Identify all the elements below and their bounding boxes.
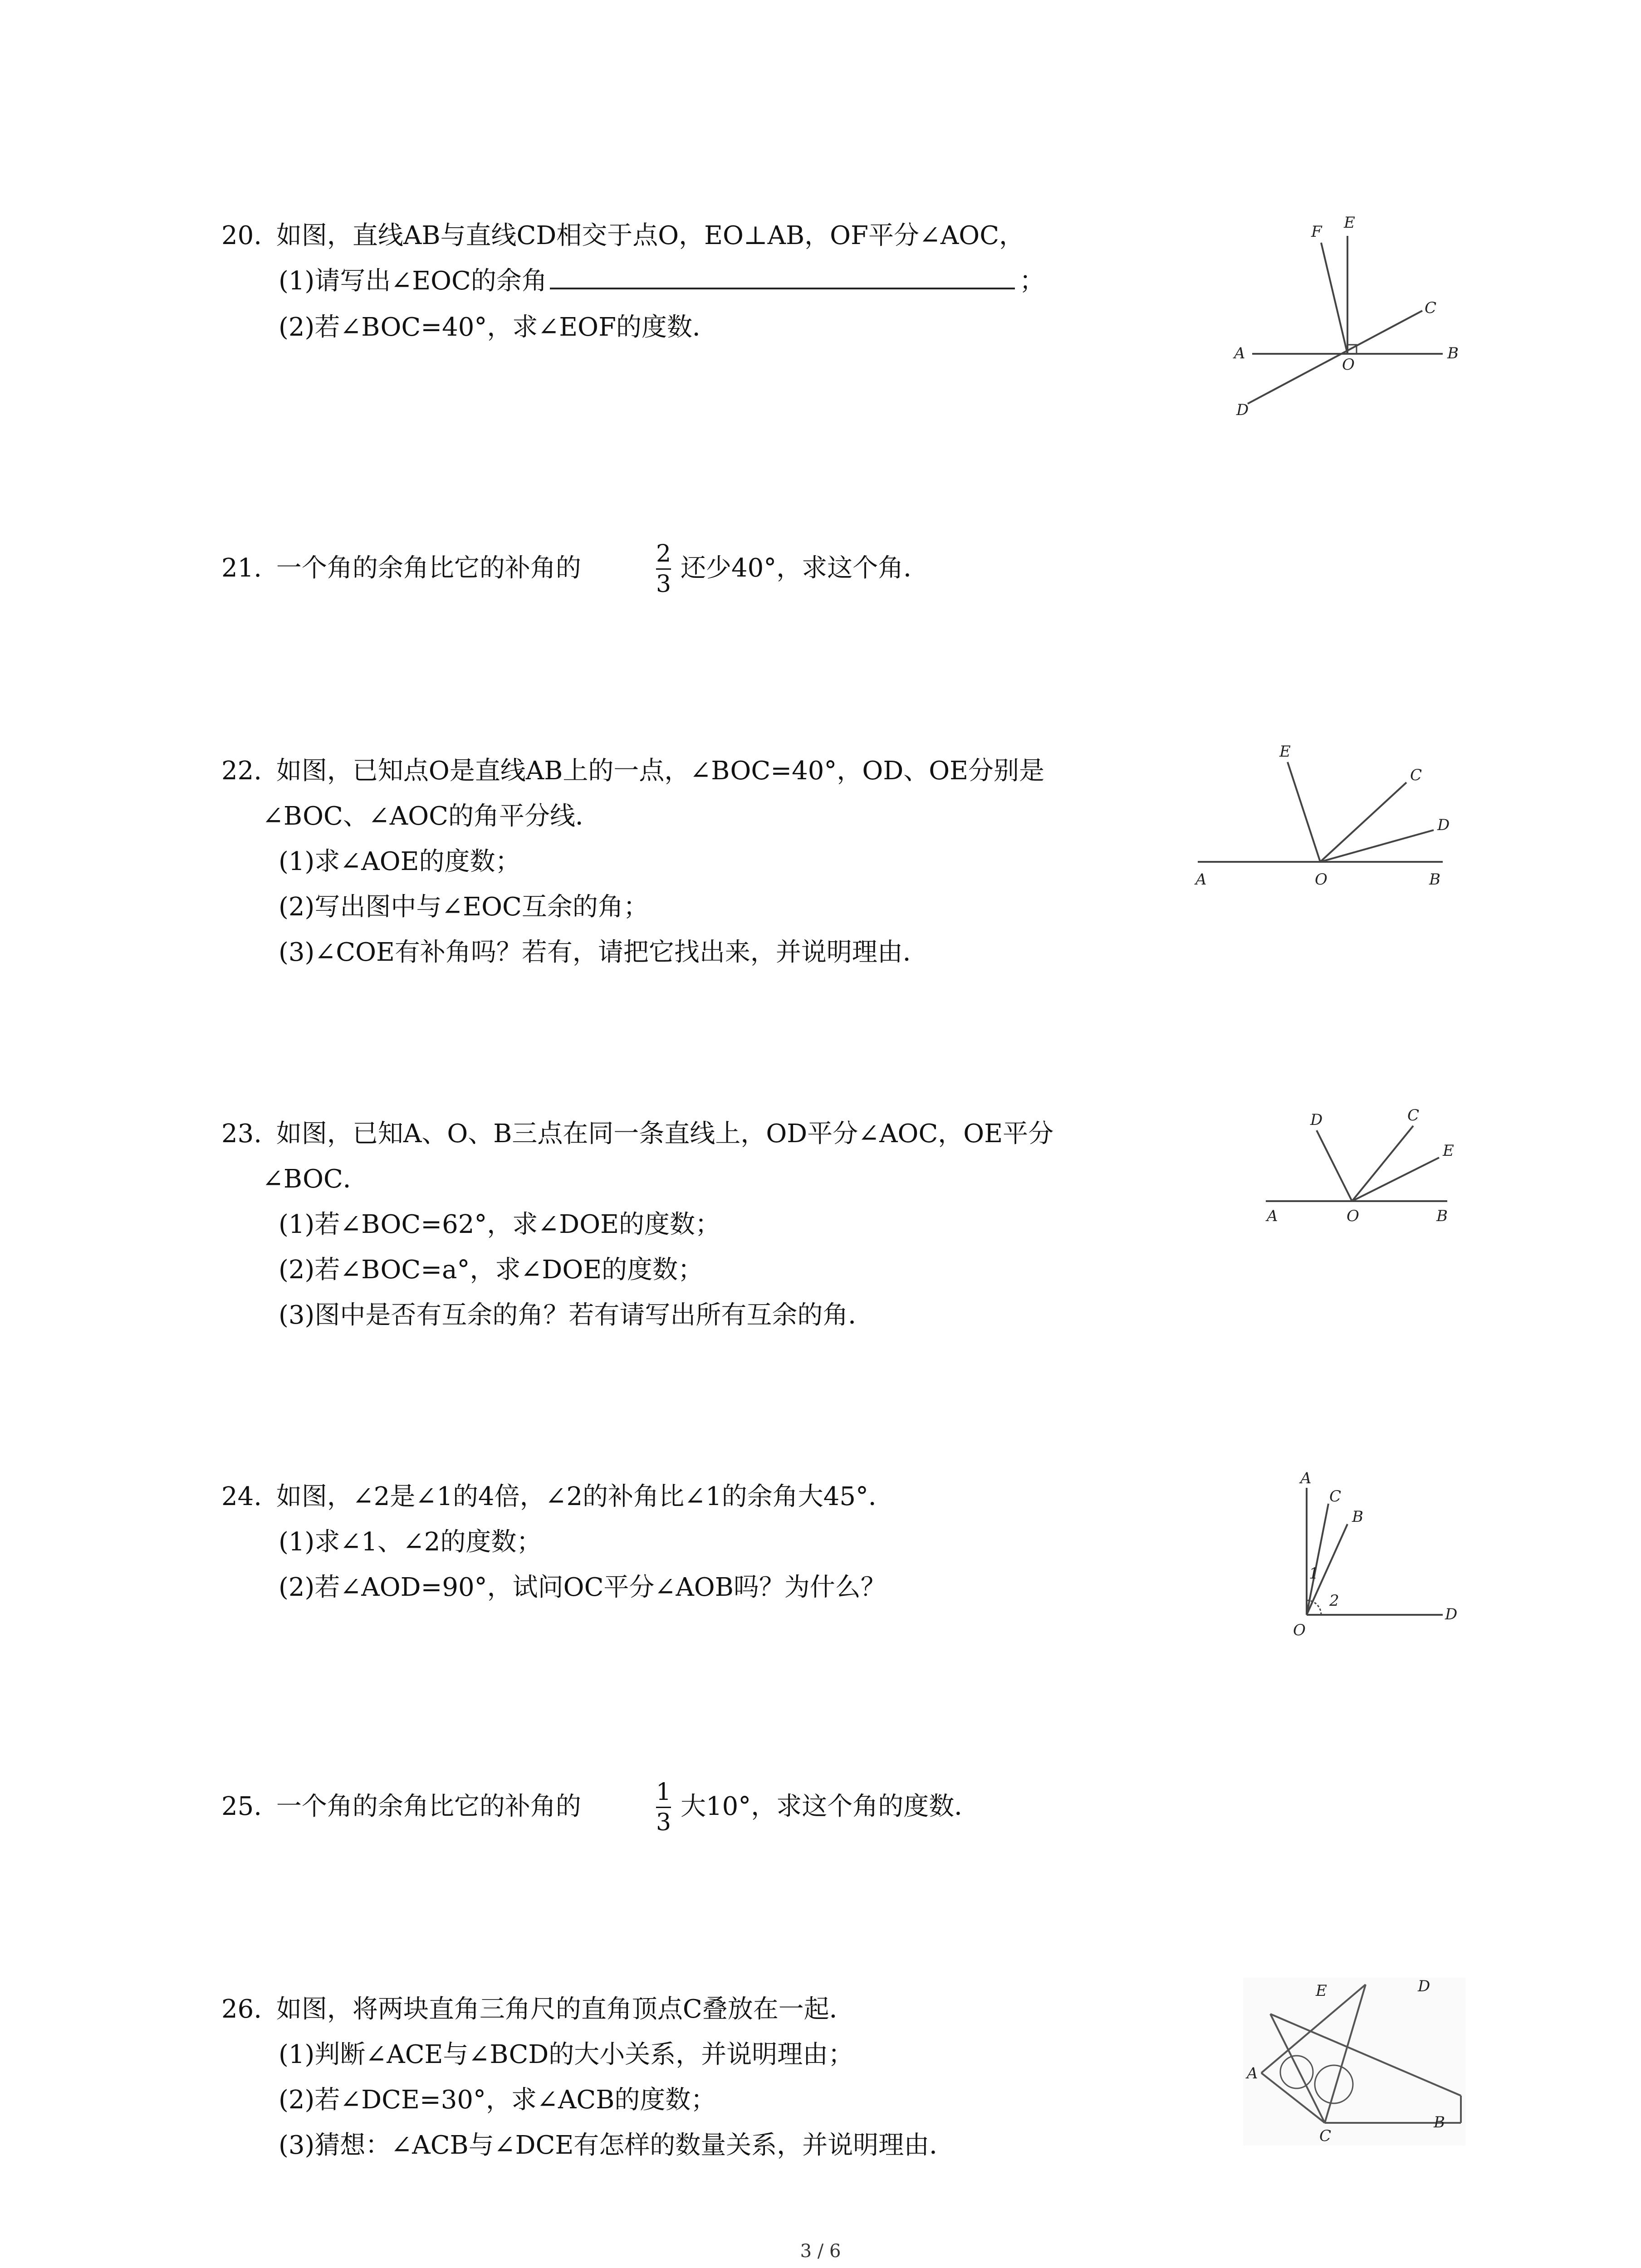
problem-number: 22. bbox=[221, 756, 262, 786]
figure-24 bbox=[1284, 1470, 1474, 1651]
label-B: B bbox=[1352, 1508, 1363, 1526]
label-O: O bbox=[1342, 356, 1355, 374]
question-1: (1)求∠1、∠2的度数； bbox=[279, 1527, 542, 1557]
problem-text-before: 一个角的余角比它的补角的 bbox=[276, 1792, 581, 1821]
question-1: (1)请写出∠EOC的余角 bbox=[279, 266, 547, 296]
figure-22 bbox=[1189, 735, 1470, 894]
problem-text-before: 一个角的余角比它的补角的 bbox=[276, 553, 581, 583]
question-2: (2)若∠BOC=40°，求∠EOF的度数． bbox=[279, 313, 718, 342]
question-3: (3)∠COE有补角吗？若有，请把它找出来，并说明理由． bbox=[279, 938, 928, 967]
problem-stem-2: ∠BOC、∠AOC的角平分线． bbox=[262, 802, 601, 831]
label-D: D bbox=[1445, 1605, 1458, 1623]
problem-number: 26. bbox=[221, 1994, 262, 2024]
label-B: B bbox=[1436, 1207, 1448, 1225]
question-3: (3)图中是否有互余的角？若有请写出所有互余的角． bbox=[279, 1300, 874, 1330]
label-1: 1 bbox=[1309, 1564, 1319, 1583]
label-C: C bbox=[1319, 2127, 1332, 2145]
question-2: (2)若∠AOD=90°，试问OC平分∠AOB吗？为什么？ bbox=[279, 1573, 886, 1602]
label-C: C bbox=[1329, 1487, 1342, 1505]
problem-stem: 如图，将两块直角三角尺的直角顶点C叠放在一起． bbox=[276, 1994, 855, 2024]
label-E: E bbox=[1443, 1142, 1454, 1160]
problem-number: 25. bbox=[221, 1792, 262, 1821]
label-B: B bbox=[1434, 2113, 1445, 2131]
answer-blank bbox=[550, 269, 1015, 289]
page-number: 3 / 6 bbox=[800, 2241, 841, 2262]
label-D: D bbox=[1437, 816, 1450, 834]
fraction-numerator: 2 bbox=[656, 540, 671, 567]
problem-text-after: 大10°，求这个角的度数． bbox=[681, 1792, 980, 1821]
problem-stem: 如图，已知点O是直线AB上的一点，∠BOC=40°，OD、OE分别是 bbox=[276, 756, 1045, 786]
problem-stem: 如图，已知A、O、B三点在同一条直线上，OD平分∠AOC，OE平分 bbox=[276, 1119, 1054, 1149]
label-E: E bbox=[1279, 743, 1291, 761]
label-E: E bbox=[1316, 1982, 1327, 2000]
fraction bbox=[656, 1780, 671, 1834]
figure-20 bbox=[1216, 209, 1470, 417]
problem-text-after: 还少40°，求这个角． bbox=[681, 553, 929, 583]
question-2: (2)写出图中与∠EOC互余的角； bbox=[279, 892, 649, 922]
problem-number: 23. bbox=[221, 1119, 262, 1149]
label-C: C bbox=[1407, 1106, 1420, 1124]
label-O: O bbox=[1347, 1207, 1359, 1225]
semicolon: ； bbox=[1019, 266, 1045, 296]
question-3: (3)猜想：∠ACB与∠DCE有怎样的数量关系，并说明理由． bbox=[279, 2131, 955, 2160]
label-D: D bbox=[1418, 1977, 1430, 1995]
fraction-denominator: 3 bbox=[656, 571, 671, 598]
fraction-denominator: 3 bbox=[656, 1809, 671, 1836]
label-E: E bbox=[1344, 214, 1355, 232]
label-D: D bbox=[1236, 401, 1249, 419]
label-A: A bbox=[1195, 870, 1207, 889]
fraction bbox=[656, 542, 671, 596]
label-B: B bbox=[1429, 870, 1440, 889]
question-1: (1)判断∠ACE与∠BCD的大小关系，并说明理由； bbox=[279, 2040, 854, 2069]
label-F: F bbox=[1311, 223, 1322, 241]
problem-number: 24. bbox=[221, 1482, 262, 1511]
problem-number: 21. bbox=[221, 553, 262, 583]
label-A: A bbox=[1234, 344, 1245, 362]
figure-23 bbox=[1257, 1102, 1465, 1229]
label-D: D bbox=[1310, 1111, 1323, 1129]
label-C: C bbox=[1410, 766, 1422, 784]
label-O: O bbox=[1315, 870, 1327, 889]
label-2: 2 bbox=[1329, 1592, 1339, 1610]
question-2: (2)若∠DCE=30°，求∠ACB的度数； bbox=[279, 2085, 716, 2115]
problem-stem: 如图，∠2是∠1的4倍，∠2的补角比∠1的余角大45°． bbox=[276, 1482, 894, 1511]
question-1: (1)若∠BOC=62°，求∠DOE的度数； bbox=[279, 1210, 720, 1239]
label-O: O bbox=[1293, 1621, 1306, 1639]
problem-stem-2: ∠BOC． bbox=[262, 1164, 368, 1194]
label-A: A bbox=[1300, 1469, 1312, 1487]
question-2: (2)若∠BOC=a°，求∠DOE的度数； bbox=[279, 1255, 704, 1285]
label-B: B bbox=[1447, 344, 1459, 362]
label-A: A bbox=[1267, 1207, 1278, 1225]
problem-stem: 如图，直线AB与直线CD相交于点O，EO⊥AB，OF平分∠AOC， bbox=[276, 221, 1025, 250]
label-C: C bbox=[1425, 299, 1437, 317]
fraction-numerator: 1 bbox=[656, 1779, 671, 1806]
label-A: A bbox=[1247, 2064, 1258, 2082]
figure-26 bbox=[1243, 1978, 1465, 2146]
question-1: (1)求∠AOE的度数； bbox=[279, 847, 521, 876]
problem-number: 20. bbox=[221, 221, 262, 250]
